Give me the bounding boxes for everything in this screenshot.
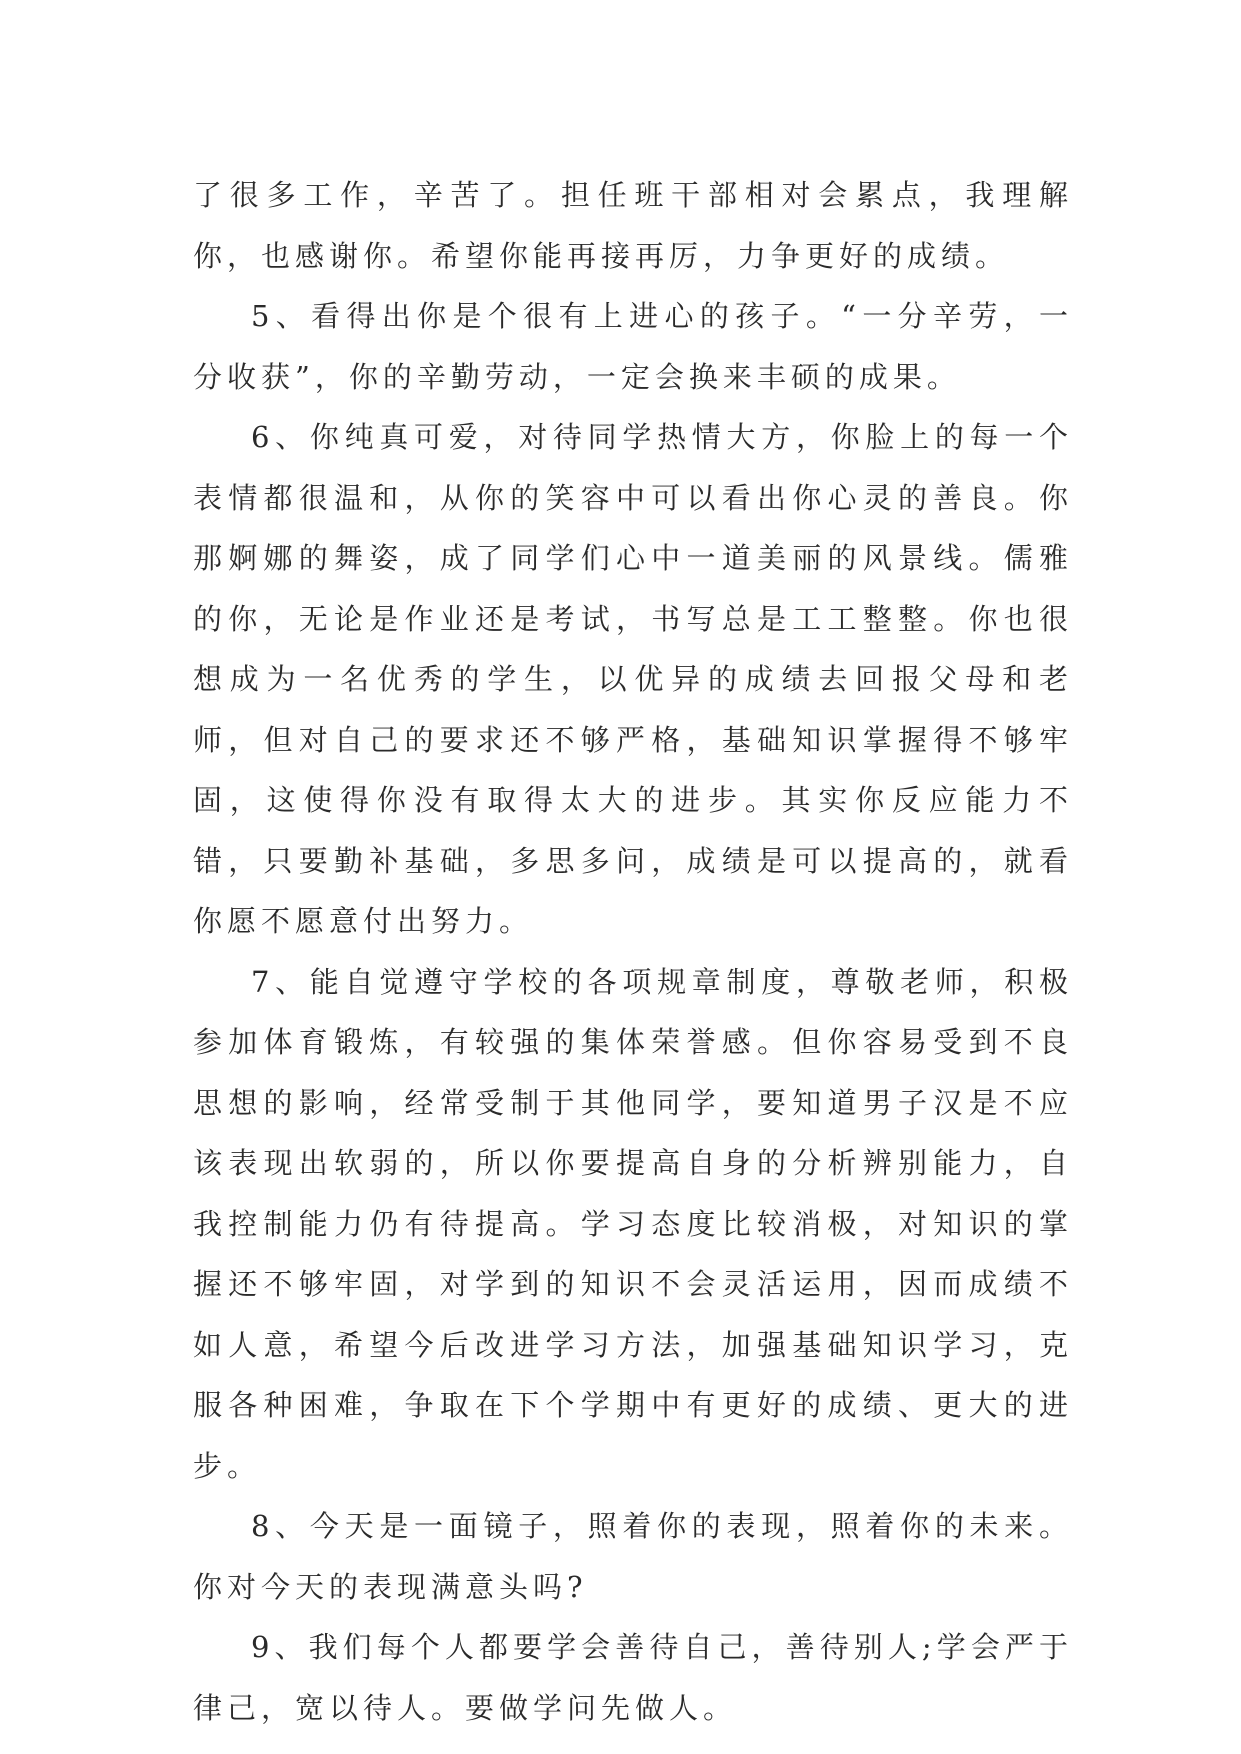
document-body (193, 165, 1073, 1738)
paragraph-7: 7、能自觉遵守学校的各项规章制度，尊敬老师，积极参加体育锻炼，有较强的集体荣誉感。但你容易受到不良思想的影响，经常受制于其他同学，要知道男子汉是不应该表现出软弱的，所以你要提高自身的分析辨别能力，自我控制能力仍有待提高。学习态度比较消极，对知识的掌握还不够牢固，对学到的知识不会灵活运用，因而成绩不如人意，希望今后改进学习方法，加强基础知识学习，克服各种困难，争取在下个学期中有更好的成绩、更大的进步。 (193, 964, 1073, 1483)
paragraph-8: 8、今天是一面镜子，照着你的表现，照着你的未来。你对今天的表现满意头吗? (193, 1509, 1073, 1604)
paragraph-continuation: 了很多工作，辛苦了。担任班干部相对会累点，我理解你，也感谢你。希望你能再接再厉，力争更好的成绩。 (193, 178, 1073, 273)
paragraph-6: 6、你纯真可爱，对待同学热情大方，你脸上的每一个表情都很温和，从你的笑容中可以看出你心灵的善良。你那婀娜的舞姿，成了同学们心中一道美丽的风景线。儒雅的你，无论是作业还是考试，书写总是工工整整。你也很想成为一名优秀的学生，以优异的成绩去回报父母和老师，但对自己的要求还不够严格，基础知识掌握得不够牢固，这使得你没有取得太大的进步。其实你反应能力不错，只要勤补基础，多思多问，成绩是可以提高的，就看你愿不愿意付出努力。 (193, 420, 1073, 938)
paragraph-5: 5、看得出你是个很有上进心的孩子。“一分辛劳，一分收获”，你的辛勤劳动，一定会换来丰硕的成果。 (193, 299, 1073, 394)
paragraph-9: 9、我们每个人都要学会善待自己，善待别人;学会严于律己，宽以待人。要做学问先做人。 (193, 1630, 1073, 1725)
